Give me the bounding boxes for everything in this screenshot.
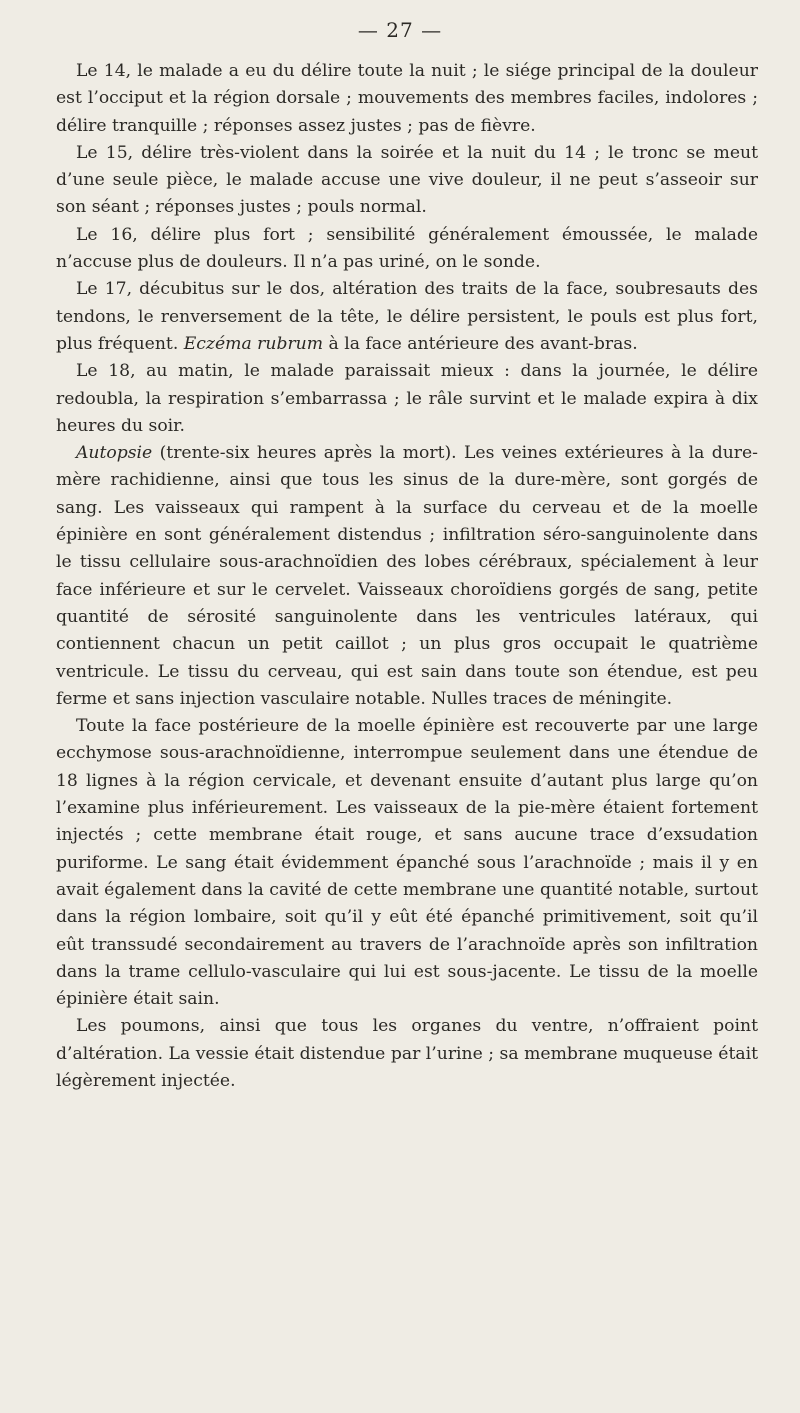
paragraph-day-17 [56,276,758,358]
paragraph-day-17-text: Le 17, décubitus sur le dos, altération des traits de la face, soubresauts des tendons, le renversement de la tête, le délire persistent, le pouls est plus fort, plus fréquent. [56,279,758,354]
paragraph-autopsy [56,440,758,713]
paragraph-day-15: Le 15, délire très-violent dans la soirée et la nuit du 14 ; le tronc se meut d’une seule pièce, le malade accuse une vive douleur, il ne peut s’asseoir sur son séant ; réponses justes ; pouls normal. [56,142,758,218]
paragraph-organs: Les poumons, ainsi que tous les organes du ventre, n’offraient point d’altération. La vessie était distendue par l’urine ; sa membrane muqueuse était légèrement injectée. [56,1016,758,1091]
paragraph-day-17-text-end: à la face antérieure des avant-bras. [323,333,638,354]
autopsy-heading: Autopsie [76,443,153,464]
body-text [56,58,758,1095]
paragraph-day-14: Le 14, le malade a eu du délire toute la nuit ; le siége principal de la douleur est l’occiput et la région dorsale ; mouvements des membres faciles, indolores ; délire tranquille ; réponses assez justes ; pas de fièvre. [56,61,758,136]
page-number: — 27 — [357,18,443,42]
eczema-term: Eczéma rubrum [183,333,324,354]
paragraph-autopsy-text: (trente-six heures après la mort). Les veines extérieures à la dure-mère rachidienne, ainsi que tous les sinus de la dure-mère, sont gorgés de sang. Les vaisseaux qui rampent à la surface du cerveau et de la moelle épinière en sont généralement distendus ; infiltration séro-sanguinolente dans le tissu cellulaire sous-arachnoïdien des lobes cérébraux, spécialement à leur face inférieure et sur le cervelet. Vaisseaux choroïdiens gorgés de sang, petite quantité de sérosité sanguinolente dans les ventricules latéraux, qui contiennent chacun un petit caillot ; un plus gros occupait le quatrième ventricule. Le tissu du cerveau, qui est sain dans toute son étendue, est peu ferme et sans injection vasculaire notable. Nulles traces de méningite. [56,443,758,709]
paragraph-spinal-cord: Toute la face postérieure de la moelle épinière est recouverte par une large ecchymose sous-arachnoïdienne, interrompue seulement dans une étendue de 18 lignes à la région cervicale, et devenant ensuite d’autant plus large qu’on l’examine plus inférieurement. Les vaisseaux de la pie-mère étaient fortement injectés ; cette membrane était rouge, et sans aucune trace d’exsudation puriforme. Le sang était évidemment épanché sous l’arachnoïde ; mais il y en avait également dans la cavité de cette membrane une quantité notable, surtout dans la région lombaire, soit qu’il y eût été épanché primitivement, soit qu’il eût transsudé secondairement au travers de l’arachnoïde après son infiltration dans la trame cellulo-vasculaire qui lui est sous-jacente. Le tissu de la moelle épinière était sain. [56,716,758,1010]
paragraph-day-18: Le 18, au matin, le malade paraissait mieux : dans la journée, le délire redoubla, la respiration s’embarrassa ; le râle survint et le malade expira à dix heures du soir. [56,361,758,436]
paragraph-day-16: Le 16, délire plus fort ; sensibilité généralement émoussée, le malade n’accuse plus de douleurs. Il n’a pas uriné, on le sonde. [56,224,758,273]
